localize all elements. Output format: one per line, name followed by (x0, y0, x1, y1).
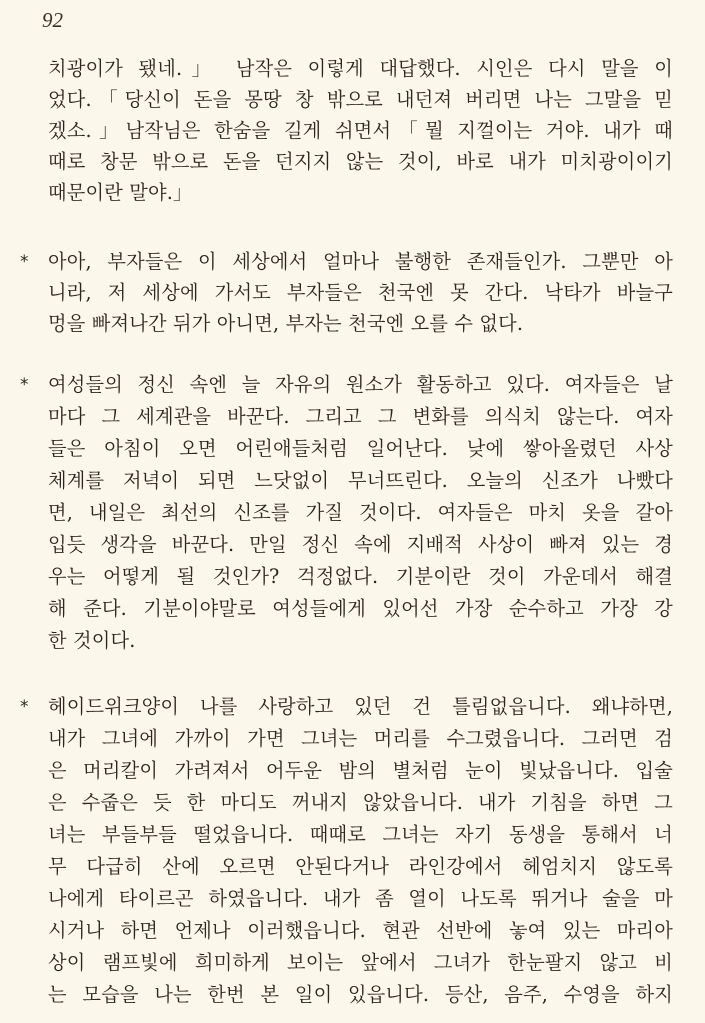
text-line: 마다 그 세계관을 바꾼다. 그리고 그 변화를 의식치 않는다. 여자 (48, 405, 673, 428)
text-line: 니라, 저 세상에 가서도 부자들은 천국엔 못 간다. 낙타가 바늘구 (48, 281, 673, 304)
text-line: 해 준다. 기분이야말로 여성들에게 있어선 가장 순수하고 가장 강 (48, 597, 673, 620)
text-line: 었다.「당신이 돈을 몽땅 창 밖으로 내던져 버리면 나는 그말을 믿 (48, 88, 673, 111)
bullet-marker: * (20, 697, 29, 717)
text-line: 때문이란 말야.」 (48, 181, 193, 204)
text-line: 여성들의 정신 속엔 늘 자유의 원소가 활동하고 있다. 여자들은 날 (48, 373, 673, 396)
text-line: 면, 내일은 최선의 신조를 가질 것이다. 여자들은 마치 옷을 갈아 (48, 501, 673, 524)
bullet-marker: * (20, 252, 29, 272)
text-line: 한 것이다. (48, 629, 136, 652)
text-line: 내가 그녀에 가까이 가면 그녀는 머리를 수그렸읍니다. 그러면 검 (48, 727, 673, 750)
text-line: 우는 어떻게 될 것인가? 걱정없다. 기분이란 것이 가운데서 해결 (48, 565, 673, 588)
text-line: 입듯 생각을 바꾼다. 만일 정신 속에 지배적 사상이 빠져 있는 경 (48, 533, 673, 556)
text-line: 체계를 저녁이 되면 느닷없이 무너뜨린다. 오늘의 신조가 나빴다 (48, 469, 673, 492)
text-line: 녀는 부들부들 떨었읍니다. 때때로 그녀는 자기 동생을 통해서 너 (48, 823, 673, 846)
text-line: 나에게 타이르곤 하였읍니다. 내가 좀 열이 나도록 뛰거나 술을 마 (48, 887, 673, 910)
text-line: 겠소.」남작님은 한숨을 길게 쉬면서「뭘 지껄이는 거야. 내가 때 (48, 119, 673, 142)
text-line: 때로 창문 밖으로 돈을 던지지 않는 것이, 바로 내가 미치광이이기 (48, 150, 673, 173)
text-line: 은 수줍은 듯 한 마디도 꺼내지 않았읍니다. 내가 기침을 하면 그 (48, 791, 673, 814)
text-line: 무 다급히 산에 오르면 안된다거나 라인강에서 헤엄치지 않도록 (48, 855, 673, 878)
text-line: 헤이드위크양이 나를 사랑하고 있던 건 틀림없읍니다. 왜냐하면, (48, 695, 673, 718)
text-line: 멍을 빠져나간 뒤가 아니면, 부자는 천국엔 오를 수 없다. (48, 312, 524, 335)
text-line: 상이 램프빛에 희미하게 보이는 앞에서 그녀가 한눈팔지 않고 비 (48, 951, 673, 974)
text-line: 아아, 부자들은 이 세상에서 얼마나 불행한 존재들인가. 그뿐만 아 (48, 250, 673, 273)
text-line: 시거나 하면 언제나 이러했읍니다. 현관 선반에 놓여 있는 마리아 (48, 919, 673, 942)
text-line: 는 모습을 나는 한번 본 일이 있읍니다. 등산, 음주, 수영을 하지 (48, 983, 673, 1006)
bullet-marker: * (20, 375, 29, 395)
text-line: 치광이가 됐네.」 남작은 이렇게 대답했다. 시인은 다시 말을 이 (48, 57, 673, 80)
text-line: 은 머리칼이 가려져서 어두운 밤의 별처럼 눈이 빛났읍니다. 입술 (48, 759, 673, 782)
page-number: 92 (42, 8, 63, 32)
text-line: 들은 아침이 오면 어린애들처럼 일어난다. 낮에 쌓아올렸던 사상 (48, 437, 673, 460)
